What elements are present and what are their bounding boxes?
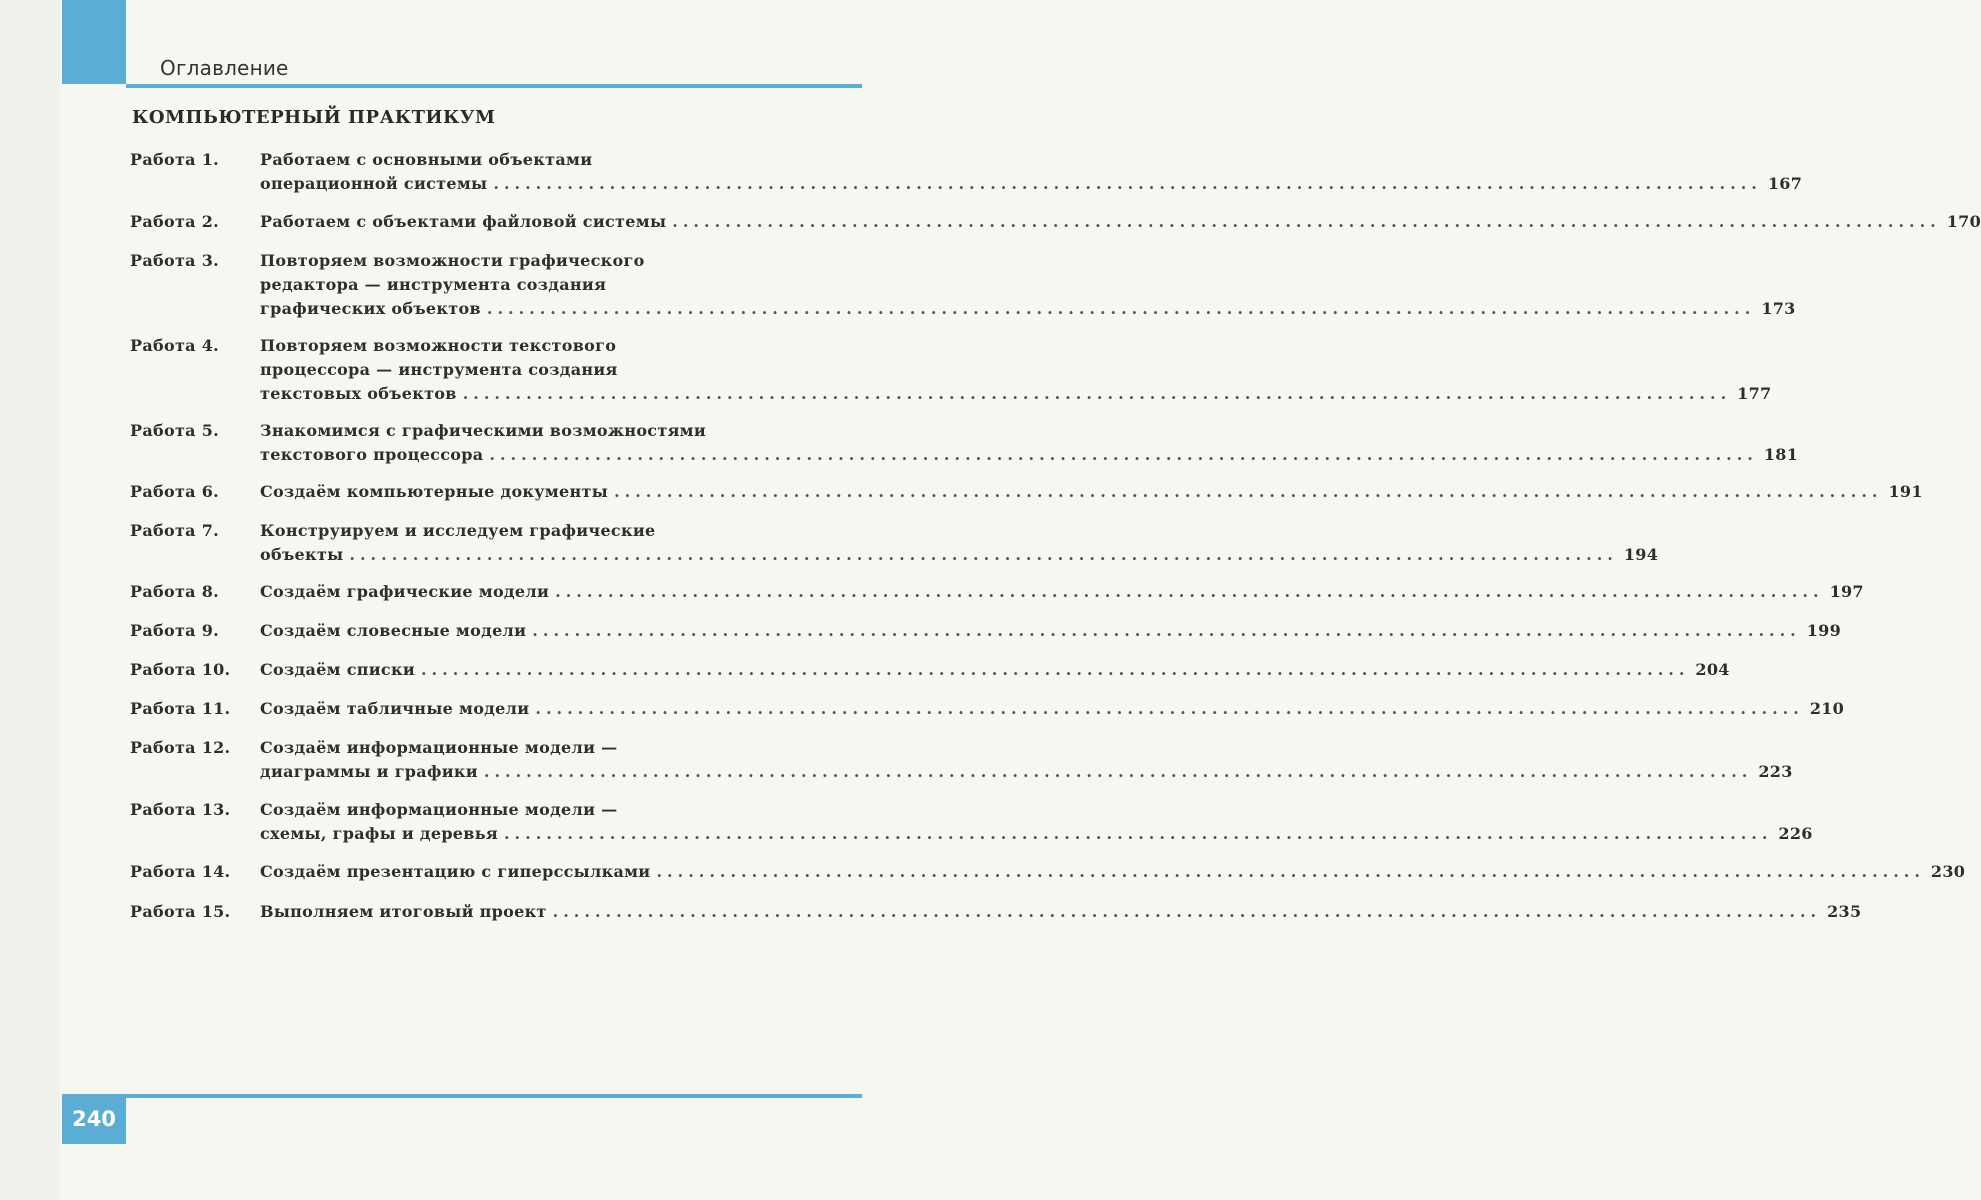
toc-entry-line <box>260 619 1842 643</box>
toc-entry-line <box>260 697 1845 721</box>
toc-entry <box>130 419 1799 467</box>
header-accent-block <box>62 0 126 84</box>
toc-entry-body <box>260 619 1842 643</box>
toc-entry-page: 177 <box>1737 384 1772 403</box>
toc-entry-line <box>260 736 864 760</box>
toc-entry-number: Работа 12. <box>130 738 231 757</box>
toc-entry-title: текстового процессора <box>260 445 484 464</box>
toc-entry-line <box>260 334 864 358</box>
toc-entry-number: Работа 3. <box>130 251 219 270</box>
toc-entry-title: Создаём информационные модели — <box>260 800 618 819</box>
toc-entry-body <box>260 860 1966 884</box>
toc-entry-page: 194 <box>1623 545 1659 564</box>
toc-entry <box>130 249 1796 321</box>
toc-entry-title: Создаём табличные модели <box>260 699 530 718</box>
dot-leader: ........................................................................................................................ <box>486 299 1756 318</box>
toc-entry-line <box>260 249 864 273</box>
toc-entry <box>130 148 1803 196</box>
toc-entry-title: Работаем с основными объектами <box>260 150 593 169</box>
toc-entry-number: Работа 14. <box>130 862 231 881</box>
toc-entry-page: 191 <box>1888 482 1923 501</box>
dot-leader: ........................................................................................................................ <box>462 384 1732 403</box>
running-header-title: Оглавление <box>160 56 289 80</box>
page-gutter <box>0 0 60 1200</box>
toc-entry <box>130 580 1864 604</box>
toc-entry-line <box>260 760 1793 784</box>
toc-entry-title: Создаём графические модели <box>260 582 550 601</box>
toc-entry <box>130 658 1730 682</box>
dot-leader: ........................................................................................................................ <box>503 824 1773 843</box>
dot-leader: ........................................................................................................................ <box>483 762 1753 781</box>
toc-entry-line <box>260 148 864 172</box>
toc-entry-title: графических объектов <box>260 299 481 318</box>
toc-entry-page: 167 <box>1767 174 1803 193</box>
toc-entry-number: Работа 2. <box>130 212 219 231</box>
dot-leader: ........................................................................................................................ <box>614 482 1883 501</box>
dot-leader: ........................................................................................................................ <box>535 699 1804 718</box>
dot-leader: ........................................................................................................................ <box>532 621 1801 640</box>
toc-entry-line <box>260 822 1813 846</box>
toc-entry-line <box>260 358 864 382</box>
toc-entry-title: Создаём информационные модели — <box>260 738 618 757</box>
toc-entry-line <box>260 480 1923 504</box>
toc-entry-line <box>260 543 1659 567</box>
toc-entry-page: 235 <box>1827 902 1862 921</box>
dot-leader: ........................................................................................................................ <box>552 902 1822 921</box>
toc-entry <box>130 334 1772 406</box>
toc-entry-line <box>260 172 1803 196</box>
toc-entry-line <box>260 658 1730 682</box>
dot-leader: ........................................................................................................................ <box>672 212 1941 231</box>
toc-entry-body <box>260 519 1659 567</box>
toc-entry <box>130 900 1862 924</box>
toc-entry-title: Создаём презентацию с гиперссылками <box>260 862 651 881</box>
toc-entry-body <box>260 580 1864 604</box>
toc-entry-body <box>260 798 1813 846</box>
toc-entry-page: 173 <box>1761 299 1796 318</box>
toc-entry-title: схемы, графы и деревья <box>260 824 498 843</box>
toc-entry-body <box>260 900 1862 924</box>
toc-entry-title: диаграммы и графики <box>260 762 478 781</box>
toc-entry-body <box>260 210 1981 234</box>
toc-entry-body <box>260 249 1796 321</box>
dot-leader: ........................................................................................................................ <box>656 862 1925 881</box>
toc-entry-title: текстовых объектов <box>260 384 457 403</box>
toc-entry-line <box>260 382 1772 406</box>
toc-entry-number: Работа 13. <box>130 800 231 819</box>
toc-entry-title: процессора — инструмента создания <box>260 360 618 379</box>
toc-entry-page: 204 <box>1695 660 1730 679</box>
toc-entry-page: 181 <box>1763 445 1799 464</box>
toc-entry-page: 230 <box>1930 862 1966 881</box>
toc-entry <box>130 619 1842 643</box>
toc-entry-title: Работаем с объектами файловой системы <box>260 212 667 231</box>
toc-entry-number: Работа 5. <box>130 421 219 440</box>
toc-entry-body <box>260 736 1793 784</box>
toc-entry-number: Работа 7. <box>130 521 219 540</box>
toc-entry-page: 199 <box>1806 621 1842 640</box>
toc-entry-line <box>260 443 1799 467</box>
toc-entry-number: Работа 15. <box>130 902 231 921</box>
toc-entry <box>130 480 1923 504</box>
toc-entry-title: Повторяем возможности текстового <box>260 336 617 355</box>
toc-entry-number: Работа 8. <box>130 582 219 601</box>
toc-entry-body <box>260 148 1803 196</box>
toc-entry-page: 197 <box>1829 582 1864 601</box>
toc-entry-line <box>260 580 1864 604</box>
dot-leader: ........................................................................................................................ <box>420 660 1690 679</box>
toc-entry-page: 170 <box>1946 212 1981 231</box>
toc-entry-title: операционной системы <box>260 174 488 193</box>
toc-entry <box>130 697 1845 721</box>
toc-entry <box>130 210 1981 234</box>
toc-entry-line <box>260 419 864 443</box>
toc-entry-title: Повторяем возможности графического <box>260 251 645 270</box>
header-rule <box>126 84 862 88</box>
toc-entry <box>130 860 1966 884</box>
toc-entry-page: 210 <box>1809 699 1845 718</box>
dot-leader: ........................................................................................................................ <box>349 545 1618 564</box>
toc-entry-line <box>260 210 1981 234</box>
toc-entry-line <box>260 900 1862 924</box>
toc-entry <box>130 798 1813 846</box>
dot-leader: ........................................................................................................................ <box>555 582 1824 601</box>
toc-entry-number: Работа 10. <box>130 660 231 679</box>
toc-entry-body <box>260 697 1845 721</box>
toc-entry-number: Работа 11. <box>130 699 231 718</box>
toc-entry-line <box>260 273 864 297</box>
toc-entry <box>130 519 1659 567</box>
toc-entry-line <box>260 798 864 822</box>
dot-leader: ........................................................................................................................ <box>493 174 1762 193</box>
toc-entry-line <box>260 519 864 543</box>
toc-entry-page: 223 <box>1758 762 1793 781</box>
toc-entry-body <box>260 480 1923 504</box>
toc-entry-page: 226 <box>1778 824 1813 843</box>
toc-entry-number: Работа 1. <box>130 150 219 169</box>
toc-entry-title: Знакомимся с графическими возможностями <box>260 421 707 440</box>
dot-leader: ........................................................................................................................ <box>489 445 1758 464</box>
toc-entry-body <box>260 334 1772 406</box>
section-title: КОМПЬЮТЕРНЫЙ ПРАКТИКУМ <box>132 107 496 128</box>
page-number: 240 <box>72 1107 116 1131</box>
toc-entry-number: Работа 4. <box>130 336 219 355</box>
toc-entry-number: Работа 6. <box>130 482 219 501</box>
toc-entry-title: Выполняем итоговый проект <box>260 902 547 921</box>
toc-entry-title: Конструируем и исследуем графические <box>260 521 656 540</box>
toc-entry <box>130 736 1793 784</box>
toc-entry-body <box>260 658 1730 682</box>
toc-entry-line <box>260 297 1796 321</box>
toc-entry-title: Создаём списки <box>260 660 415 679</box>
toc-entry-title: редактора — инструмента создания <box>260 275 607 294</box>
toc-entry-title: Создаём словесные модели <box>260 621 527 640</box>
toc-entry-body <box>260 419 1799 467</box>
toc-entry-number: Работа 9. <box>130 621 219 640</box>
toc-entry-line <box>260 860 1966 884</box>
toc-entry-title: объекты <box>260 545 344 564</box>
footer-rule <box>126 1094 862 1098</box>
toc-entry-title: Создаём компьютерные документы <box>260 482 609 501</box>
